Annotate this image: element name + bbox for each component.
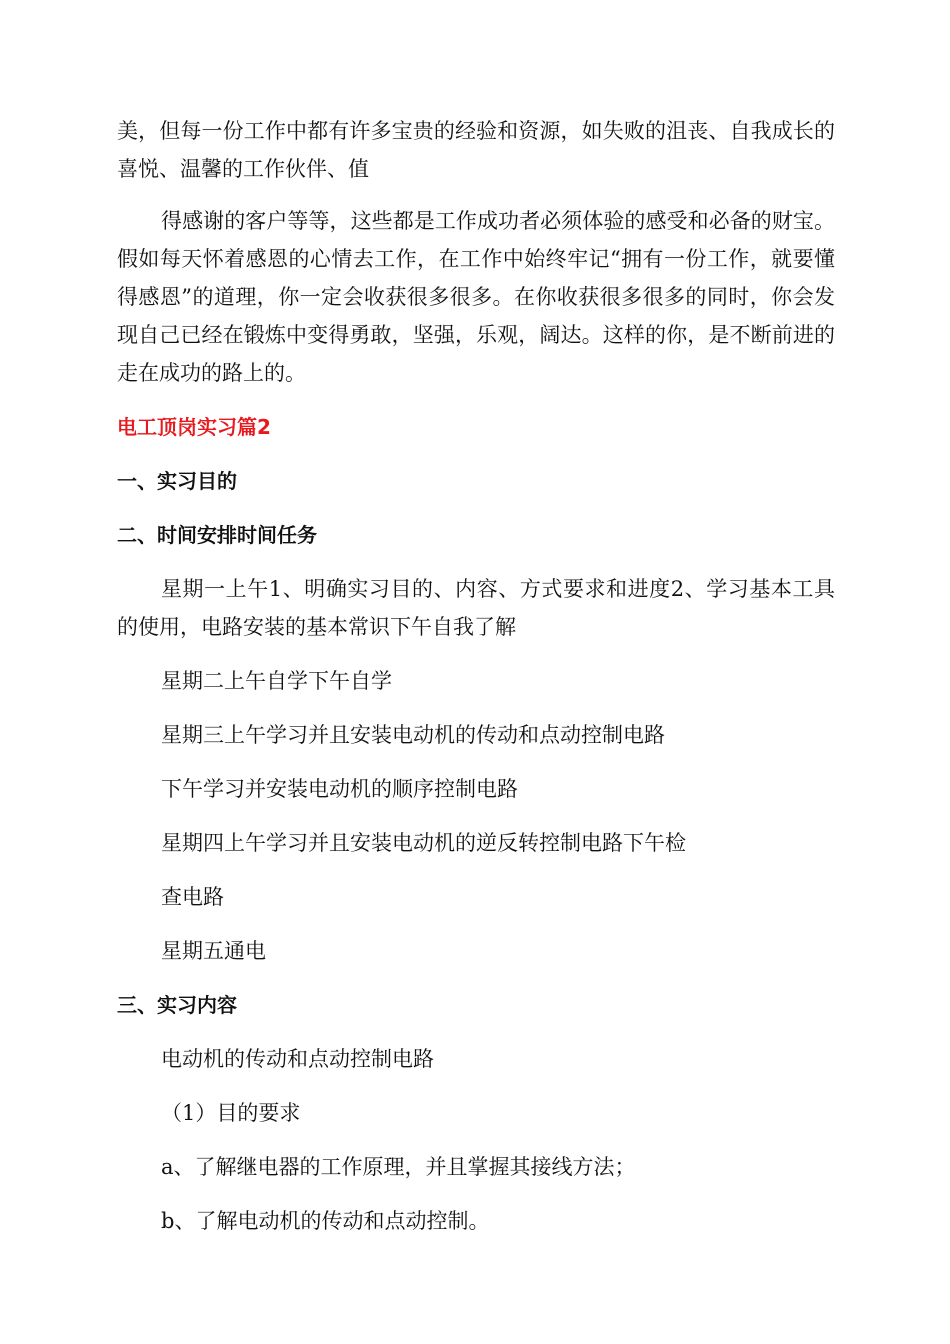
paragraph-gratitude: 得感谢的客户等等，这些都是工作成功者必须体验的感受和必备的财宝。假如每天怀着感恩的心情去工作，在工作中始终牢记“拥有一份工作，就要懂得感恩”的道理，你一定会收获很多很多。在你收获很多很多的同时，你会发现自己已经在锻炼中变得勇敢，坚强，乐观，阔达。这样的你，是不断前进的走在成功的路上的。	[117, 209, 835, 385]
schedule-tuesday: 星期二上午自学下午自学	[161, 669, 392, 693]
schedule-wednesday-afternoon: 下午学习并安装电动机的顺序控制电路	[161, 777, 518, 801]
content-item-b: b、了解电动机的传动和点动控制。	[161, 1209, 490, 1233]
heading-content: 三、实习内容	[117, 993, 237, 1017]
section-title: 电工顶岗实习篇2	[117, 415, 271, 439]
schedule-monday: 星期一上午1、明确实习目的、内容、方式要求和进度2、学习基本工具的使用，电路安装的基本常识下午自我了解	[117, 577, 835, 639]
content-item-a: a、了解继电器的工作原理，并且掌握其接线方法；	[161, 1155, 636, 1179]
content-subtitle: 电动机的传动和点动控制电路	[161, 1047, 434, 1071]
schedule-wednesday: 星期三上午学习并且安装电动机的传动和点动控制电路	[161, 723, 665, 747]
heading-schedule: 二、时间安排时间任务	[117, 523, 317, 547]
content-item-1: （1）目的要求	[161, 1101, 301, 1125]
paragraph-continued: 美，但每一份工作中都有许多宝贵的经验和资源，如失败的沮丧、自我成长的喜悦、温馨的工作伙伴、值	[117, 119, 835, 181]
schedule-thursday: 星期四上午学习并且安装电动机的逆反转控制电路下午检	[161, 831, 686, 855]
schedule-thursday-continued: 查电路	[161, 885, 224, 909]
schedule-friday: 星期五通电	[161, 939, 266, 963]
document-body	[117, 112, 835, 1256]
heading-purpose: 一、实习目的	[117, 469, 237, 493]
